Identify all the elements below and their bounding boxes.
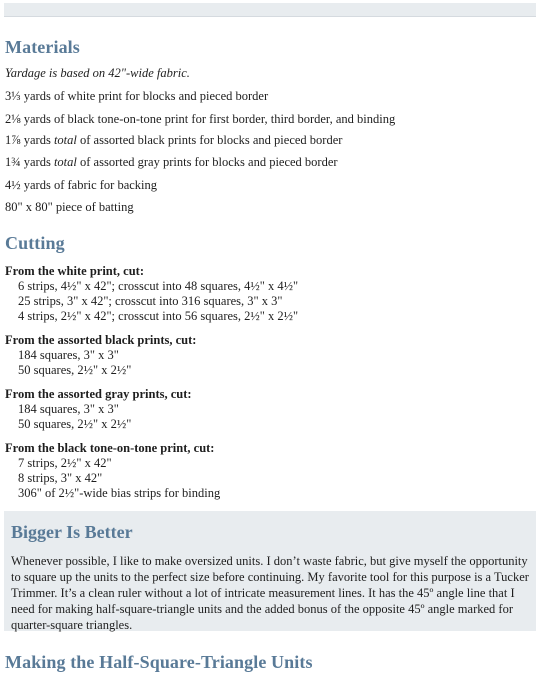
- cutting-line: 306" of 2½"-wide bias strips for binding: [18, 486, 221, 500]
- next-section-heading: Making the Half-Square-Triangle Units: [5, 652, 313, 672]
- materials-item: 2⅛ yards of black tone-on-tone print for first border, third border, and binding: [5, 112, 396, 126]
- sidebar-body: Whenever possible, I like to make oversized units. I don’t waste fabric, but give myself the opportunity to square up the units to the perfect size before continuing. My favorite tool for this purpose is a Tucker Trimmer. It’s a clean ruler without a lot of intricate measurement lines. It has the 45º angle line that I need for making half-square-triangle units and the added bonus of the opposite 45º angle marked for quarter-square triangles.: [11, 554, 529, 632]
- materials-item: 1¾ yards total of assorted gray prints for blocks and pieced border: [5, 155, 338, 169]
- materials-item: 80" x 80" piece of batting: [5, 200, 134, 214]
- materials-heading: Materials: [5, 37, 80, 57]
- tip-sidebar: [4, 511, 536, 631]
- cutting-group-title: From the assorted black prints, cut:: [5, 333, 197, 347]
- cutting-line: 50 squares, 2½" x 2½": [18, 363, 132, 377]
- cutting-line: 184 squares, 3" x 3": [18, 348, 119, 362]
- cutting-line: 50 squares, 2½" x 2½": [18, 417, 132, 431]
- cutting-line: 4 strips, 2½" x 42"; crosscut into 56 squares, 2½" x 2½": [18, 309, 299, 323]
- cutting-line: 184 squares, 3" x 3": [18, 402, 119, 416]
- cutting-heading: Cutting: [5, 233, 65, 253]
- sidebar-title: Bigger Is Better: [11, 522, 133, 542]
- materials-item: 4½ yards of fabric for backing: [5, 178, 158, 192]
- cutting-group-title: From the assorted gray prints, cut:: [5, 387, 192, 401]
- page-header-bar: [4, 3, 536, 17]
- cutting-line: 25 strips, 3" x 42"; crosscut into 316 squares, 3" x 3": [18, 294, 283, 308]
- materials-item: 3⅓ yards of white print for blocks and pieced border: [5, 89, 269, 103]
- cutting-line: 6 strips, 4½" x 42"; crosscut into 48 squares, 4½" x 4½": [18, 279, 299, 293]
- cutting-line: 8 strips, 3" x 42": [18, 471, 103, 485]
- cutting-line: 7 strips, 2½" x 42": [18, 456, 112, 470]
- materials-item: 1⅞ yards total of assorted black prints for blocks and pieced border: [5, 133, 343, 147]
- materials-note: Yardage is based on 42"-wide fabric.: [5, 66, 190, 80]
- cutting-group-title: From the white print, cut:: [5, 264, 144, 278]
- cutting-group-title: From the black tone-on-tone print, cut:: [5, 441, 215, 455]
